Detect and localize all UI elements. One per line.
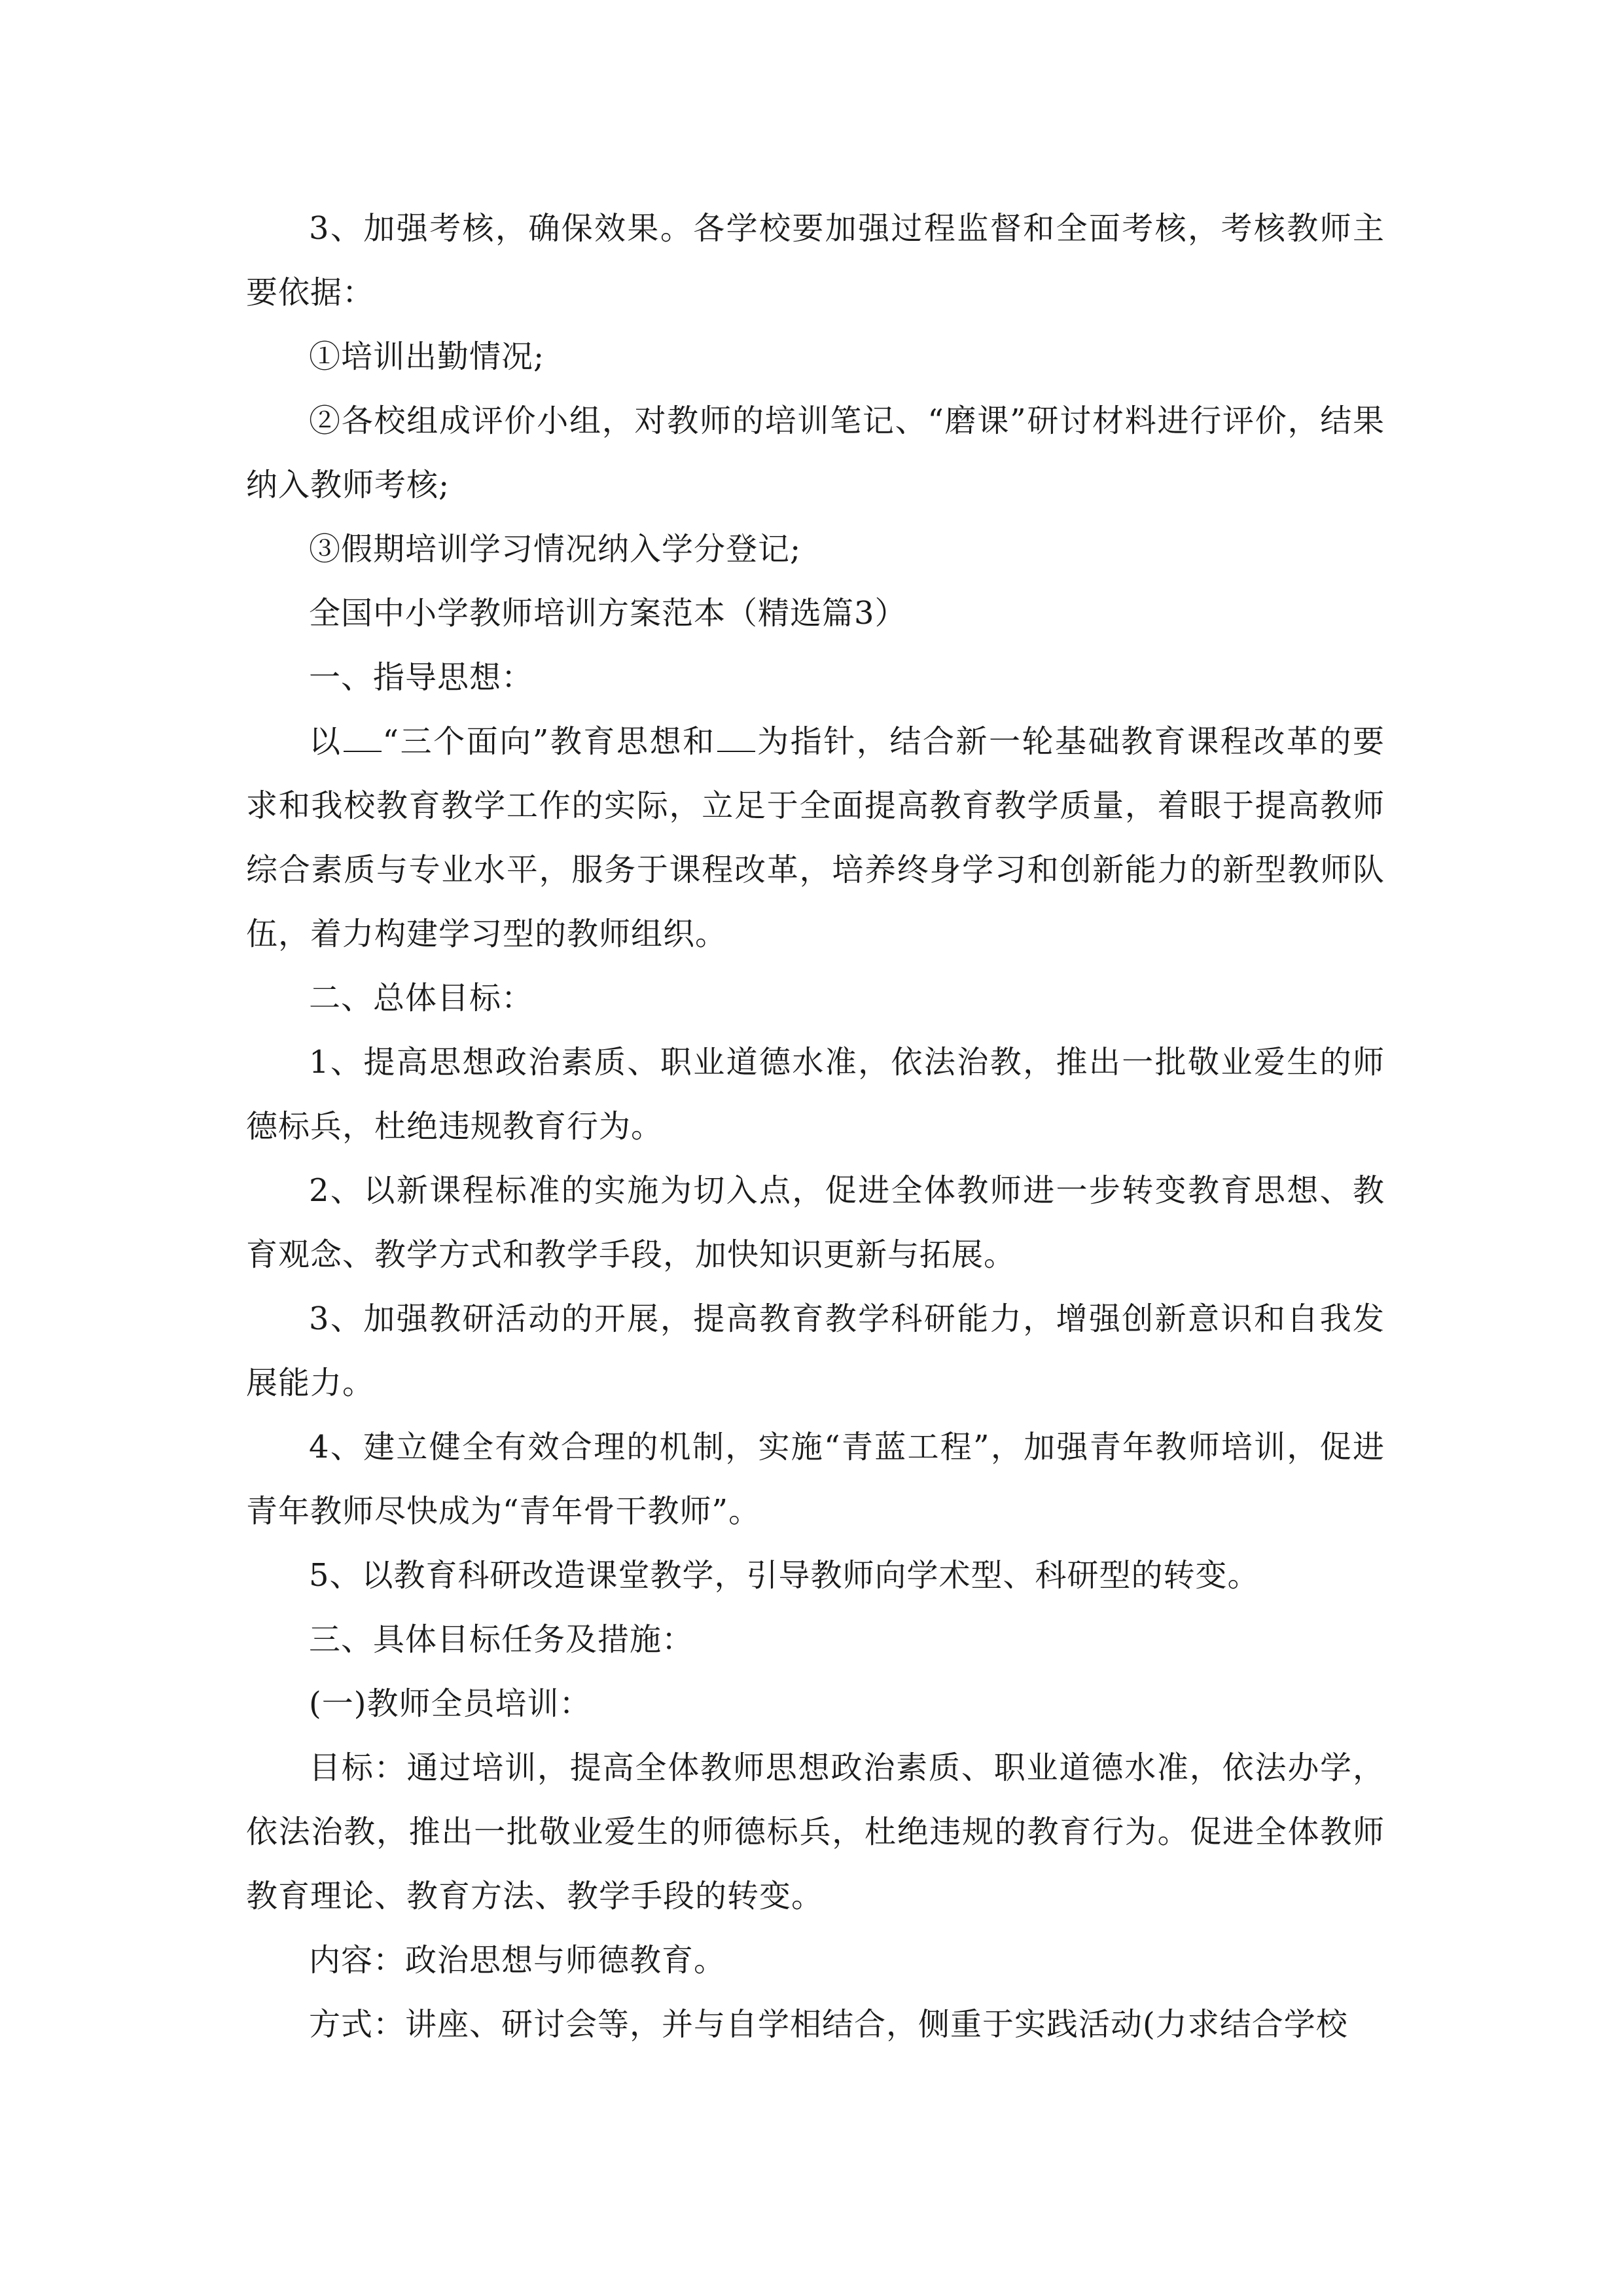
heading-all-staff-training: (一)教师全员培训：: [309, 1685, 592, 1722]
paragraph-goal-1: 1、提高思想政治素质、职业道德水准，依法治教，推出一批敬业爱生的师德标兵，杜绝违规教育行为。: [246, 1044, 1385, 1145]
paragraph-guiding-thought: [246, 709, 1385, 966]
heading-specific-tasks: 三、具体目标任务及措施：: [309, 1621, 694, 1658]
guiding-suffix: 为指针，结合新一轮基础教育课程改革的: [756, 723, 1353, 760]
paragraph-target: 目标：通过培训，提高全体教师思想政治素质、职业道德水准，依法办学，依法治教，推出一批敬业爱生的师德标兵，杜绝违规的教育行为。促进全体教师教育理论、教育方法、教学手段的转变。: [246, 1749, 1385, 1914]
heading-overall-goals: 二、总体目标：: [309, 980, 534, 1016]
guiding-continuation: 要求和我校教育教学工作的实际，立足于全面提高教育教学质量，着眼于提高教师综合素质与专业水平，服务于课程改革，培养终身学习和创新能力的新型教师队伍，着力构建学习型的教师组织。: [246, 723, 1385, 952]
paragraph-assessment: 3、加强考核，确保效果。各学校要加强过程监督和全面考核，考核教师主要依据：: [246, 210, 1385, 311]
blank-line: [344, 725, 382, 752]
paragraph-credit: ③假期培训学习情况纳入学分登记;: [309, 531, 802, 567]
document-body: [246, 196, 1385, 2056]
guiding-prefix: 以: [309, 723, 342, 760]
paragraph-content: 内容：政治思想与师德教育。: [309, 1942, 726, 1979]
section-title: 全国中小学教师培训方案范本（精选篇3）: [309, 595, 907, 632]
paragraph-method: 方式：讲座、研讨会等，并与自学相结合，侧重于实践活动(力求结合学校: [309, 2006, 1348, 2043]
paragraph-evaluation: ②各校组成评价小组，对教师的培训笔记、“磨课”研讨材料进行评价，结果纳入教师考核;: [246, 403, 1385, 503]
paragraph-goal-3: 3、加强教研活动的开展，提高教育教学科研能力，增强创新意识和自我发展能力。: [246, 1300, 1385, 1401]
paragraph-goal-4: 4、建立健全有效合理的机制，实施“青蓝工程”，加强青年教师培训，促进青年教师尽快成为“青年骨干教师”。: [246, 1429, 1385, 1530]
paragraph-attendance: ①培训出勤情况;: [309, 338, 545, 375]
paragraph-goal-5: 5、以教育科研改造课堂教学，引导教师向学术型、科研型的转变。: [309, 1557, 1260, 1594]
heading-guiding-thought: 一、指导思想：: [309, 659, 534, 696]
paragraph-goal-2: 2、以新课程标准的实施为切入点，促进全体教师进一步转变教育思想、教育观念、教学方式和教学手段，加快知识更新与拓展。: [246, 1172, 1385, 1273]
blank-line: [717, 725, 755, 752]
guiding-middle: “三个面向”教育思想和: [382, 723, 716, 760]
